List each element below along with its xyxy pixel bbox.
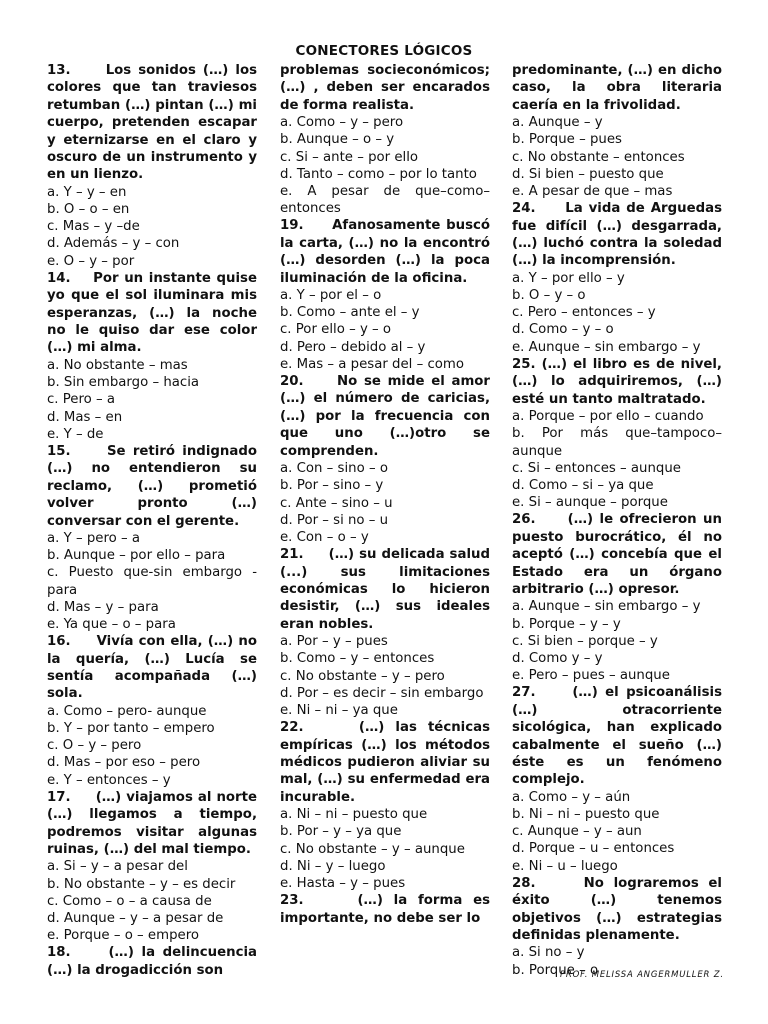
answer-option: c. Si – entonces – aunque (512, 460, 681, 476)
answer-option: e. Ya que – o – para (47, 616, 176, 632)
author-footer: PROF. MELISSA ANGERMULLER Z. (560, 970, 724, 980)
answer-option: d. Mas – y – para (47, 599, 159, 615)
answer-option: a. No obstante – mas (47, 357, 188, 373)
answer-option: d. Como – si – ya que (512, 477, 654, 493)
question-text: 19. Afanosamente buscó la carta, (…) no la encontró (…) desorden (…) la poca iluminación de la oficina. (280, 218, 490, 286)
question-text: predominante, (…) en dicho caso, la obra literaria caería en la frivolidad. (512, 63, 722, 113)
answer-option: b. Ni – ni – puesto que (512, 807, 660, 822)
answer-option: e. Mas – a pesar del – como (280, 356, 465, 372)
question-text: 26. (…) le ofrecieron un puesto burocrático, él no aceptó (…) concebía que el Estado era un órgano arbitrario (…) opresor. (512, 512, 722, 597)
answer-option: a. Y – por ello – y (512, 270, 625, 286)
answer-option: a. Y – y – en (47, 184, 127, 200)
answer-option: a. Porque – por ello – cuando (512, 409, 704, 425)
answer-option: a. Con – sino – o (280, 461, 388, 477)
question-text: 18. (…) la delincuencia (…) la drogadicción son (47, 945, 257, 978)
answer-option: c. No obstante – y – aunque (280, 841, 465, 857)
answer-option: d. Mas – en (47, 409, 123, 425)
question-text: 25. (…) el libro es de nivel, (…) lo adquiriremos, (…) esté un tanto maltratado. (512, 356, 722, 407)
answer-option: d. Mas – por eso – pero (47, 755, 201, 771)
answer-option: e. Pero – pues – aunque (512, 668, 670, 684)
answer-option: b. Aunque – por ello – para (47, 548, 226, 564)
answer-option: d. Pero – debido al – y (280, 339, 426, 355)
answer-option: a. Si – y – a pesar del (47, 859, 188, 875)
question-text: problemas socieconómicos; (…) , deben ser encarados de forma realista. (280, 63, 490, 113)
answer-option: e. Ni – u – luego (512, 858, 618, 874)
answer-option: a. Por – y – pues (280, 634, 388, 650)
answer-option: b. No obstante – y – es decir (47, 876, 236, 892)
answer-option: a. Ni – ni – puesto que (280, 807, 428, 823)
column-3 (512, 62, 722, 979)
answer-option: b. Aunque – o – y (280, 132, 395, 148)
answer-option: a. Y – pero – a (47, 530, 141, 546)
answer-option: c. Pero – entonces – y (512, 305, 656, 321)
answer-option: b. Porque – y – y (512, 616, 621, 632)
answer-option: c. O – y – pero (47, 738, 142, 754)
answer-option: e. Ni – ni – ya que (280, 702, 398, 718)
answer-option: b. O – o – en (47, 202, 130, 218)
answer-option: e. Con – o – y (280, 529, 369, 545)
answer-option: c. Ante – sino – u (280, 495, 393, 511)
answer-option: e. Hasta – y – pues (280, 876, 406, 892)
answer-option: d. Si bien – puesto que (512, 166, 664, 182)
answer-option: d. Porque – u – entonces (512, 841, 675, 857)
answer-option: b. Como – ante el – y (280, 305, 420, 321)
answer-option: e. Y – entonces – y (47, 772, 171, 788)
answer-option: c. Aunque – y – aun (512, 824, 642, 840)
answer-option: a. Si no – y (512, 945, 585, 961)
answer-option: b. Porque – o (512, 962, 599, 978)
answer-option: b. Por – y – ya que (280, 824, 402, 840)
question-text: 13. Los sonidos (…) los colores que tan traviesos retumban (…) pintan (…) mi cuerpo, pretenden escapar y eternizarse en el claro y oscuro de un instrumento y en un lienzo. (47, 63, 257, 183)
question-text: 24. La vida de Arguedas fue difícil (…) desgarrada, (…) luchó contra la soledad (…) la incomprensión. (512, 201, 722, 269)
answer-option: d. Aunque – y – a pesar de (47, 911, 224, 927)
answer-option: c. Pero – a (47, 392, 116, 408)
answer-option: c. Si – ante – por ello (280, 149, 419, 165)
answer-option: b. Y – por tanto – empero (47, 720, 215, 736)
answer-option: d. Tanto – como – por lo tanto (280, 166, 477, 182)
question-text: 20. No se mide el amor (…) el número de caricias, (…) por la frecuencia con que uno (…)otro se comprenden. (280, 374, 490, 459)
answer-option: d. Además – y – con (47, 236, 180, 252)
answer-option: c. Mas – y –de (47, 219, 140, 235)
answer-option: a. Y – por el – o (280, 288, 382, 304)
answer-option: e. O – y – por (47, 253, 135, 269)
answer-option: c. Si bien – porque – y (512, 633, 658, 649)
column-1 (47, 62, 257, 979)
question-text: 27. (…) el psicoanálisis (…) otracorriente sicológica, han explicado cabalmente el sueño (…) éste es un fenómeno complejo. (512, 685, 722, 788)
answer-option: c. Por ello – y – o (280, 322, 392, 338)
answer-option: b. Por – sino – y (280, 478, 384, 494)
question-text: 22. (…) las técnicas empíricas (…) los métodos médicos pudieron aliviar su mal, (…) su enfermedad era incurable. (280, 720, 490, 805)
answer-option: b. O – y – o (512, 288, 586, 304)
page-title: CONECTORES LÓGICOS (295, 43, 473, 59)
answer-option: a. Como – y – aún (512, 789, 631, 805)
answer-option: e. Porque – o – empero (47, 928, 199, 944)
question-text: 16. Vivía con ella, (…) no la quería, (…) Lucía se sentía acompañada (…) sola. (47, 634, 257, 702)
question-text: 21. (…) su delicada salud (...) sus limitaciones económicas lo hicieron desistir, (…) sus ideales eran nobles. (280, 547, 490, 632)
answer-option: e. A pesar de que–como–entonces (280, 184, 490, 217)
answer-option: d. Por – es decir – sin embargo (280, 685, 484, 701)
answer-option: d. Por – si no – u (280, 512, 389, 528)
question-text: 14. Por un instante quise yo que el sol iluminara mis esperanzas, (…) la noche no le quiso dar ese color (…) mi alma. (47, 270, 257, 356)
answer-option: a. Como – pero- aunque (47, 703, 207, 719)
question-text: 17. (…) viajamos al norte (…) llegamos a tiempo, podremos visitar algunas ruinas, (…) del mal tiempo. (47, 789, 257, 858)
answer-option: e. A pesar de que – mas (512, 184, 673, 200)
question-text: 15. Se retiró indignado (…) no entendieron su reclamo, (…) prometió volver pronto (…) conversar con el gerente. (47, 443, 257, 529)
answer-option: c. No obstante – entonces (512, 149, 685, 165)
answer-option: e. Si – aunque – porque (512, 495, 668, 511)
answer-option: b. Porque – pues (512, 132, 622, 148)
answer-option: b. Sin embargo – hacia (47, 375, 200, 391)
answer-option: c. Puesto que-sin embargo -para (47, 565, 257, 598)
answer-option: c. Como – o – a causa de (47, 893, 212, 909)
answer-option: e. Y – de (47, 426, 104, 442)
answer-option: d. Como – y – o (512, 322, 614, 338)
column-2 (280, 62, 490, 927)
answer-option: e. Aunque – sin embargo – y (512, 339, 701, 355)
answer-option: d. Como y – y (512, 650, 603, 666)
answer-option: d. Ni – y – luego (280, 858, 386, 874)
answer-option: a. Como – y – pero (280, 115, 404, 131)
answer-option: a. Aunque – y (512, 115, 603, 131)
answer-option: c. No obstante – y – pero (280, 668, 445, 684)
question-text: 28. No lograremos el éxito (…) tenemos objetivos (…) estrategias definidas plenamente. (512, 875, 722, 944)
answer-option: b. Por más que–tampoco–aunque (512, 426, 722, 459)
answer-option: a. Aunque – sin embargo – y (512, 599, 701, 615)
answer-option: b. Como – y – entonces (280, 651, 435, 667)
question-text: 23. (…) la forma es importante, no debe ser lo (280, 893, 490, 926)
